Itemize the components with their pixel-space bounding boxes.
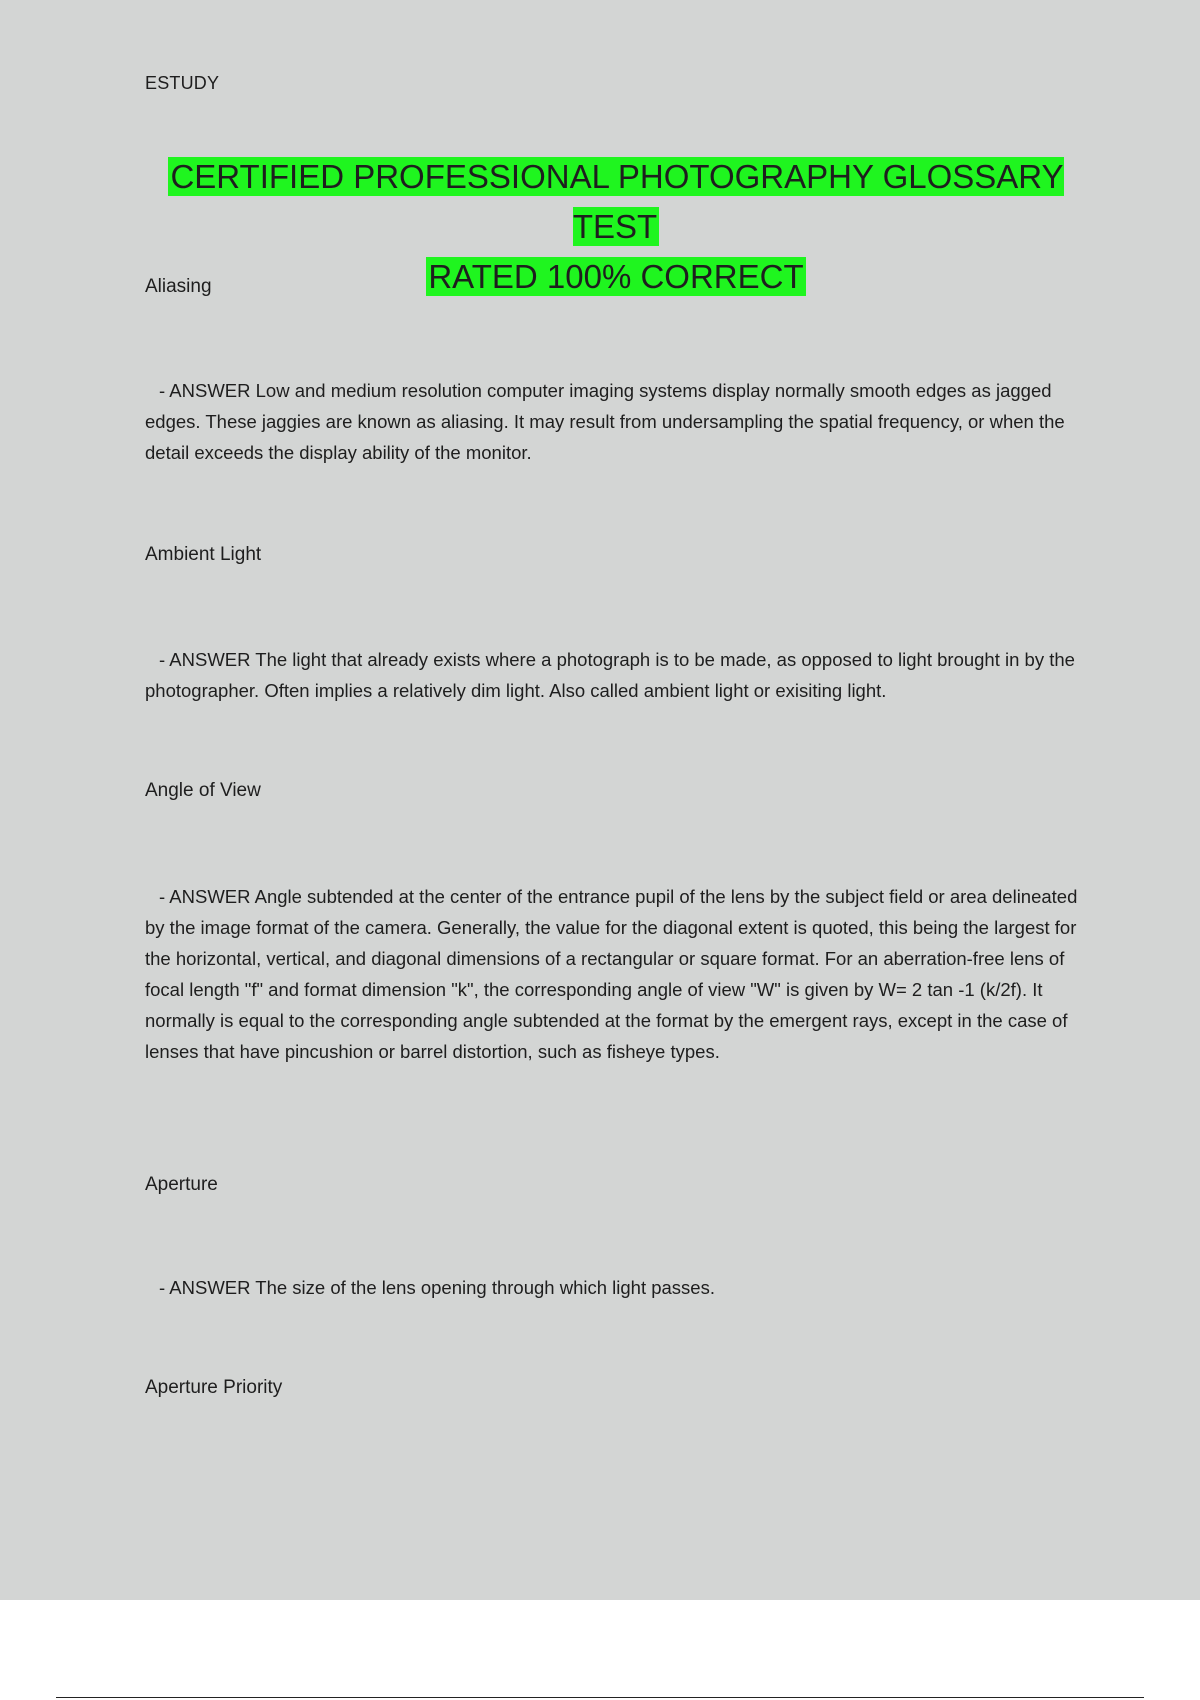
answer-aperture-text: - ANSWER The size of the lens opening through which light passes. — [159, 1277, 715, 1298]
answer-angle-of-view — [145, 881, 1087, 1067]
title-line-1: CERTIFIED PROFESSIONAL PHOTOGRAPHY GLOSSARY TEST — [170, 158, 1064, 245]
footer-divider — [56, 1697, 1144, 1698]
title-line-2: RATED 100% CORRECT — [428, 258, 804, 295]
term-aliasing: Aliasing — [145, 276, 212, 297]
header-label: ESTUDY — [145, 73, 220, 93]
answer-aperture — [145, 1272, 1087, 1303]
term-angle-of-view: Angle of View — [145, 780, 261, 801]
answer-angle-of-view-text: - ANSWER Angle subtended at the center of the entrance pupil of the lens by the subject field or area delineated by the image format of the camera. Generally, the value for the diagonal extent is quoted, this being the largest for the horizontal, vertical, and diagonal dimensions of a rectangular or square format. For an aberration-free lens of focal length "f" and format dimension "k", the corresponding angle of view "W" is given by W= 2 tan -1 (k/2f). It normally is equal to the corresponding angle subtended at the format by the emergent rays, except in the case of lenses that have pincushion or barrel distortion, such as fisheye types. — [145, 886, 1078, 1062]
answer-aliasing-text: - ANSWER Low and medium resolution computer imaging systems display normally smooth edges as jagged edges. These jaggies are known as aliasing. It may result from undersampling the spatial frequency, or when the detail exceeds the display ability of the monitor. — [145, 380, 1065, 463]
answer-aliasing — [145, 375, 1087, 468]
document-title — [145, 152, 1087, 302]
answer-ambient-light — [145, 644, 1087, 706]
answer-ambient-light-text: - ANSWER The light that already exists where a photograph is to be made, as opposed to light brought in by the photographer. Often implies a relatively dim light. Also called ambient light or exisiting light. — [145, 649, 1075, 701]
term-ambient-light: Ambient Light — [145, 544, 262, 565]
term-aperture: Aperture — [145, 1174, 218, 1195]
term-aperture-priority: Aperture Priority — [145, 1377, 283, 1398]
